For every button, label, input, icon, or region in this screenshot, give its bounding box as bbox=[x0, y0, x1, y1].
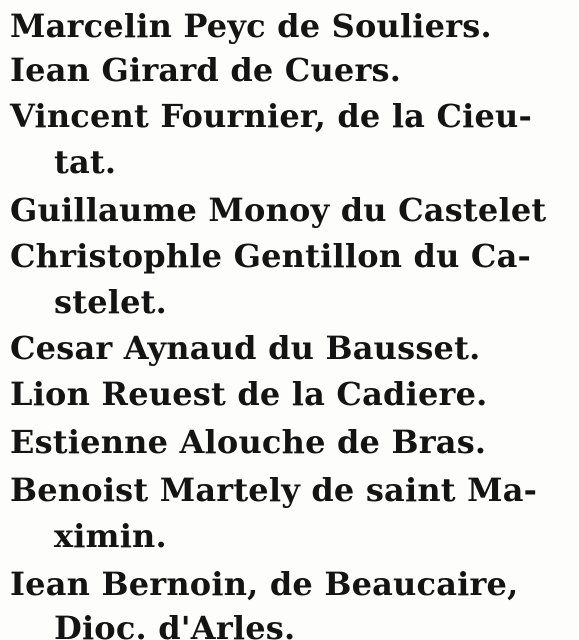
text-line: Iean Bernoin, de Beaucaire, bbox=[10, 565, 519, 603]
text-line: Estienne Alouche de Bras. bbox=[10, 423, 487, 461]
text-line: Guillaume Monoy du Castelet bbox=[10, 191, 547, 229]
text-line: Vincent Fournier, de la Cieu- bbox=[10, 97, 532, 135]
text-line: Marcelin Peyc de Souliers. bbox=[10, 7, 492, 45]
text-line: Iean Girard de Cuers. bbox=[10, 51, 402, 89]
text-line: Christophle Gentillon du Ca- bbox=[10, 237, 532, 275]
text-line: Dioc. d'Arles. bbox=[54, 609, 296, 640]
text-line: Benoist Martely de saint Ma- bbox=[10, 471, 538, 509]
text-line: Cesar Aynaud du Bausset. bbox=[10, 329, 481, 367]
text-line: stelet. bbox=[54, 283, 167, 321]
text-line: ximin. bbox=[54, 517, 167, 555]
text-line: tat. bbox=[54, 143, 117, 181]
text-line: Lion Reuest de la Cadiere. bbox=[10, 375, 488, 413]
